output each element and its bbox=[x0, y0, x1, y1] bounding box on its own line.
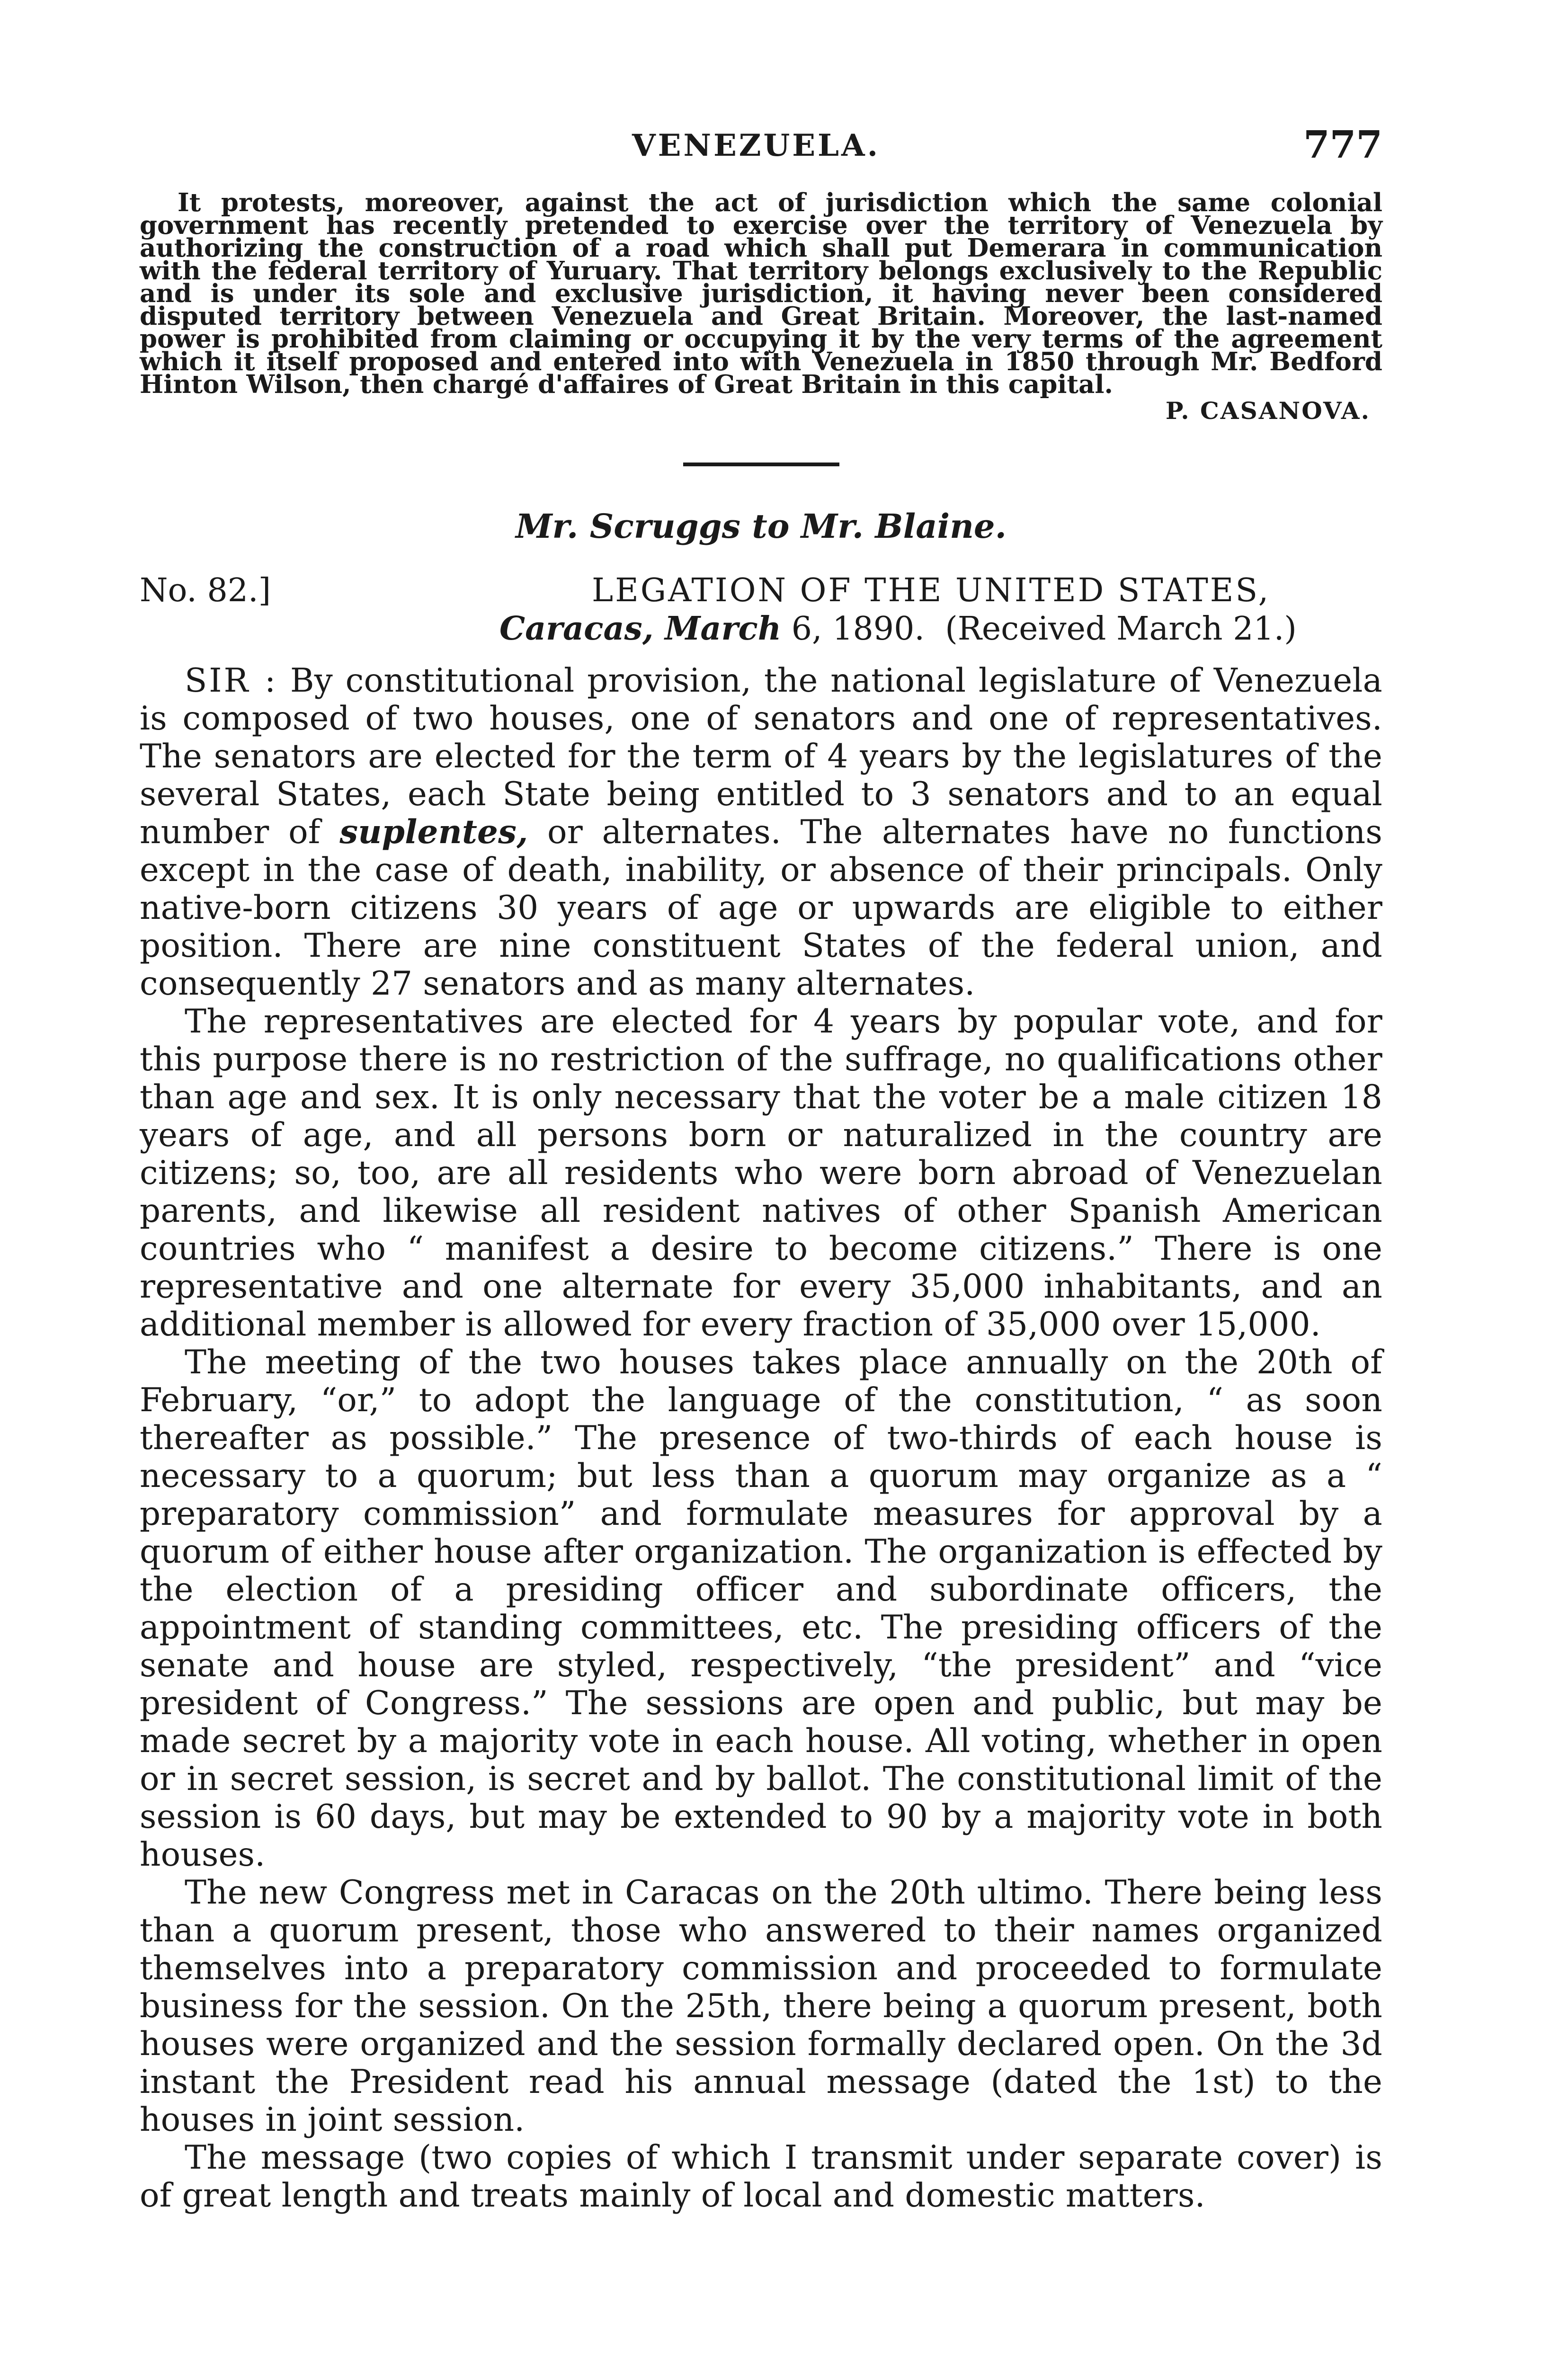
protest-paragraph: It protests, moreover, against the act of jurisdiction which the same colonial government has recently pretended to exercise over the territory of Venezuela by authorizing the construction of a road which shall put Demerara in communication with the federal territory of Yuruary. That territory belongs exclusively to the Republic and is under its sole and exclusive jurisdiction, it having never been considered disputed territory between Venezuela and Great Britain. Moreover, the last-named power is prohibited from claiming or occupying it by the very terms of the agreement which it itself proposed and entered into with Venezuela in 1850 through Mr. Bedford Hinton Wilson, then chargé d'affaires of Great Britain in this capital. bbox=[140, 188, 1382, 399]
letter-dateline-block bbox=[140, 572, 1382, 662]
para1-start: By constitutional provision, the national legislature of Venezuela is composed of two houses, one of senators and one of representatives. The senators are elected for the term of 4 years by the legislatures of the several States, each State being entitled to 3 senators and to an equal number of bbox=[140, 662, 1382, 851]
body-paragraph-5: The message (two copies of which I transmit under separate cover) is of great length and treats mainly of local and domestic matters. bbox=[140, 2139, 1382, 2215]
running-head: VENEZUELA. bbox=[632, 128, 880, 163]
body-paragraph-1 bbox=[140, 662, 1382, 1003]
dispatch-number: No. 82.] bbox=[140, 572, 271, 609]
salutation: SIR : bbox=[185, 662, 278, 700]
body-paragraph-3: The meeting of the two houses takes place annually on the 20th of February, “or,” to adopt the language of the constitution, “ as soon thereafter as possible.” The presence of two-thirds of each house is necessary to a quorum; but less than a quorum may organize as a “ preparatory commission” and formulate measures for approval by a quorum of either house after organization. The organization is effected by the election of a presiding officer and subordinate officers, the appointment of standing committees, etc. The presiding officers of the senate and house are styled, respectively, “the president” and “vice president of Congress.” The sessions are open and public, but may be made secret by a majority vote in each house. All voting, whether in open or in secret session, is secret and by ballot. The constitutional limit of the session is 60 days, but may be extended to 90 by a majority vote in both houses. bbox=[140, 1344, 1382, 1874]
section-divider bbox=[683, 463, 839, 466]
body-paragraph-4: The new Congress met in Caracas on the 20th ultimo. There being less than a quorum present, those who answered to their names organized themselves into a preparatory commission and proceeded to formulate business for the session. On the 25th, there being a quorum present, both houses were organized and the session formally declared open. On the 3d instant the President read his annual message (dated the 1st) to the houses in joint session. bbox=[140, 1874, 1382, 2139]
page-number: 777 bbox=[1303, 122, 1382, 167]
document-page bbox=[140, 114, 1382, 2215]
para1-term: suplentes, bbox=[339, 813, 528, 851]
letter-heading: Mr. Scruggs to Mr. Blaine. bbox=[516, 507, 1007, 546]
dateline-place: Caracas, March bbox=[499, 610, 782, 648]
received-date: (Received March 21.) bbox=[945, 610, 1297, 648]
para1-end: or alternates. The alternates have no functions except in the case of death, inability, or absence of their principals. Only native-born citizens 30 years of age or upwards are eligible to either position. There are nine constituent States of the federal union, and consequently 27 senators and as many alternates. bbox=[140, 813, 1382, 1003]
page-header bbox=[140, 114, 1382, 175]
signature: P. CASANOVA. bbox=[1165, 397, 1371, 425]
dateline bbox=[499, 610, 1297, 648]
body-paragraph-2: The representatives are elected for 4 years by popular vote, and for this purpose there is no restriction of the suffrage, no qualifications other than age and sex. It is only necessary that the voter be a male citizen 18 years of age, and all persons born or naturalized in the country are citizens; so, too, are all residents who were born abroad of Venezuelan parents, and likewise all resident natives of other Spanish American countries who “ manifest a desire to become citizens.” There is one representative and one alternate for every 35,000 inhabitants, and an additional member is allowed for every fraction of 35,000 over 15,000. bbox=[140, 1003, 1382, 1344]
legation-line: LEGATION OF THE UNITED STATES, bbox=[592, 572, 1271, 609]
dateline-date: 6, 1890. bbox=[781, 610, 925, 648]
